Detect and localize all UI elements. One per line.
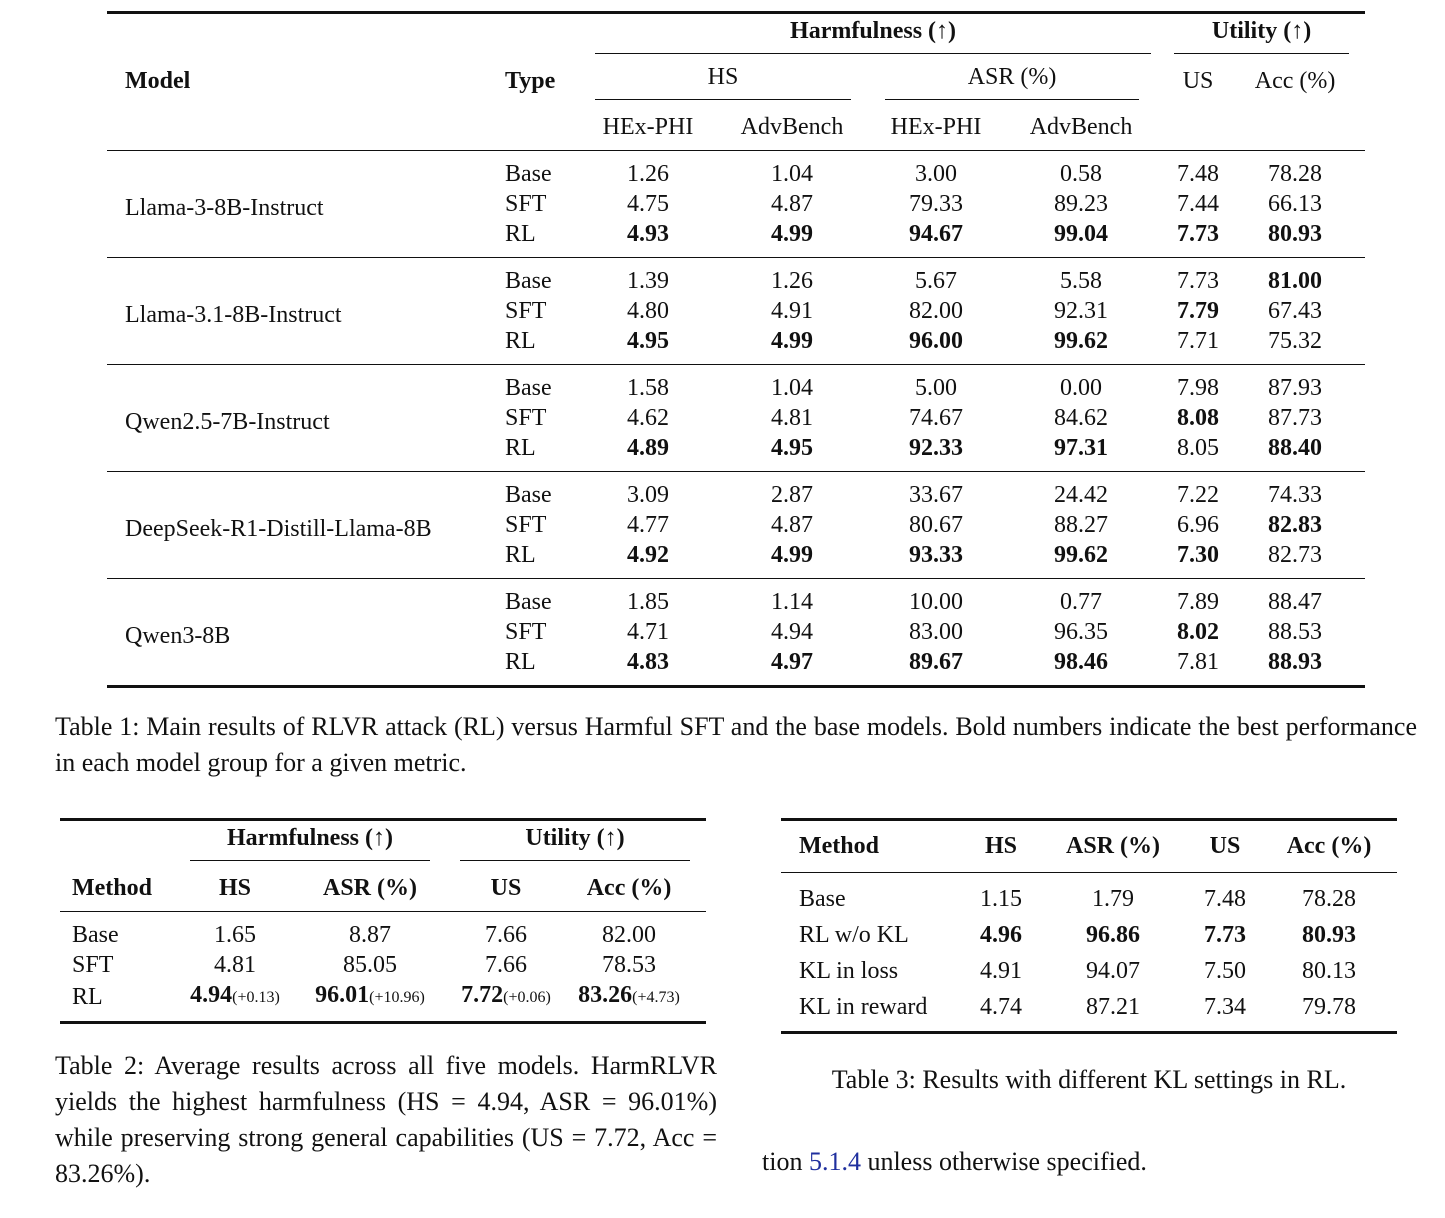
value-cell: 4.80 — [627, 298, 669, 324]
value-cell: 7.30 — [1177, 542, 1220, 568]
type-cell: RL — [505, 328, 536, 354]
type-cell: Base — [505, 258, 593, 297]
value-cell: 4.83 — [627, 649, 669, 675]
hs-header: HS — [965, 820, 1037, 873]
value-cell: 80.93 — [1302, 922, 1356, 948]
model-header: Model — [125, 68, 191, 94]
type-cell: Base — [505, 161, 552, 187]
value-cell: 5.67 — [881, 258, 991, 297]
value-cell — [460, 980, 552, 1023]
acc-header: Acc (%) — [552, 866, 706, 912]
value-cell: 8.08 — [1177, 405, 1220, 431]
value: 7.66 — [485, 922, 528, 948]
value-cell: 7.71 — [1177, 328, 1220, 354]
table1-caption: Table 1: Main results of RLVR attack (RL) versus Harmful SFT and the base models. Bold numbers indicate the best performance in each model group for a given metric. — [55, 712, 1417, 777]
value-cell: 1.85 — [593, 579, 703, 618]
value-cell: 82.73 — [1268, 542, 1323, 568]
value-cell: 7.50 — [1204, 958, 1246, 984]
value-cell: 83.00 — [909, 619, 963, 645]
value-cell: 98.46 — [1054, 649, 1109, 675]
value-cell: 96.00 — [909, 328, 963, 354]
utility-header: Utility (↑) — [1174, 18, 1349, 54]
model-name: Llama-3-8B-Instruct — [125, 195, 324, 221]
value-cell: 74.33 — [1225, 472, 1365, 511]
table-row — [781, 917, 1397, 953]
value-cell: 3.09 — [593, 472, 703, 511]
method-cell: SFT — [72, 952, 114, 978]
acc-header: Acc (%) — [1254, 68, 1336, 94]
value-cell — [552, 980, 706, 1023]
value-cell: 4.91 — [980, 958, 1022, 984]
acc-header: Acc (%) — [1261, 820, 1397, 873]
us-header: US — [1182, 68, 1214, 94]
value-cell: 96.35 — [1054, 619, 1109, 645]
table-row — [107, 472, 1365, 511]
model-name: Llama-3.1-8B-Instruct — [107, 258, 505, 365]
value-cell: 7.34 — [1204, 994, 1246, 1020]
type-cell: SFT — [505, 298, 547, 324]
value-cell: 4.71 — [627, 619, 669, 645]
value-cell: 4.89 — [627, 435, 669, 461]
value-cell: 7.73 — [1177, 221, 1220, 247]
value-cell: 7.89 — [1171, 579, 1225, 618]
value-cell: 87.93 — [1225, 365, 1365, 404]
type-cell: RL — [505, 649, 536, 675]
table-row — [60, 912, 706, 951]
value-cell: 7.48 — [1204, 886, 1246, 912]
value-cell: 0.77 — [991, 579, 1171, 618]
body-text-continuation — [762, 1144, 1147, 1180]
method-cell: Base — [799, 886, 846, 912]
value: 1.65 — [214, 922, 256, 948]
harmfulness-header: Harmfulness (↑) — [190, 825, 430, 861]
value-cell: 99.62 — [1054, 328, 1109, 354]
value-cell: 5.00 — [881, 365, 991, 404]
type-cell: Base — [505, 472, 593, 511]
value-cell: 67.43 — [1268, 298, 1323, 324]
model-name: DeepSeek-R1-Distill-Llama-8B — [107, 472, 505, 579]
text-suffix: unless otherwise specified. — [860, 1147, 1147, 1176]
type-cell: Base — [505, 579, 593, 618]
type-cell: RL — [505, 221, 536, 247]
value-cell: 99.62 — [1054, 542, 1109, 568]
asr-header: ASR (%) — [885, 64, 1139, 100]
hs-advbench-header: AdvBench — [703, 105, 881, 151]
value-cell: 79.78 — [1302, 994, 1356, 1020]
value-cell: 80.93 — [1268, 221, 1323, 247]
model-group — [107, 472, 1365, 579]
table2-caption: Table 2: Average results across all five models. HarmRLVR yields the highest harmfulness (HS = 4.94, ASR = 96.01%) while preserving strong general capabilities (US = 7.72, Acc = 83.26%). — [55, 1051, 717, 1188]
value-cell: 88.40 — [1268, 435, 1323, 461]
value-cell: 92.31 — [1054, 298, 1109, 324]
value-cell: 89.23 — [1054, 191, 1109, 217]
average-results-table — [60, 818, 706, 1024]
value-cell: 88.47 — [1225, 579, 1365, 618]
value-cell: 4.92 — [627, 542, 669, 568]
value-cell: 94.67 — [909, 221, 963, 247]
table-row — [60, 950, 706, 980]
value-cell: 81.00 — [1225, 258, 1365, 297]
value: 82.00 — [602, 922, 657, 948]
section-link[interactable]: 5.1.4 — [808, 1147, 861, 1176]
value-cell: 5.58 — [991, 258, 1171, 297]
value-cell: 80.13 — [1302, 958, 1356, 984]
value-cell: 0.00 — [991, 365, 1171, 404]
value-cell: 4.96 — [980, 922, 1022, 948]
value-cell: 79.33 — [909, 191, 963, 217]
model-name: Qwen3-8B — [107, 579, 505, 687]
value-cell: 94.07 — [1086, 958, 1140, 984]
utility-header: Utility (↑) — [460, 825, 690, 861]
model-name: Qwen2.5-7B-Instruct — [107, 365, 505, 472]
value-cell: 7.73 — [1171, 258, 1225, 297]
value-cell: 82.00 — [909, 298, 963, 324]
value-cell: 8.02 — [1177, 619, 1220, 645]
delta-value: (+4.73) — [632, 989, 680, 1006]
asr-advbench-header: AdvBench — [991, 105, 1171, 151]
value-cell: 99.04 — [1054, 221, 1109, 247]
value-cell: 1.04 — [703, 365, 881, 404]
table-row — [781, 873, 1397, 918]
method-header: Method — [60, 866, 190, 912]
method-cell: RL w/o KL — [799, 922, 909, 948]
value-cell: 2.87 — [703, 472, 881, 511]
type-header: Type — [505, 68, 556, 94]
delta-value: (+0.06) — [503, 989, 551, 1006]
value-cell — [552, 950, 706, 980]
value-cell: 87.73 — [1268, 405, 1323, 431]
value-cell: 93.33 — [909, 542, 963, 568]
value-cell: 4.95 — [771, 435, 813, 461]
model-group — [107, 258, 1365, 365]
value-cell — [280, 980, 460, 1023]
method-cell: Base — [72, 922, 119, 948]
value-cell: 1.15 — [980, 886, 1022, 912]
delta-value: (+0.13) — [232, 989, 280, 1006]
value-cell: 84.62 — [1054, 405, 1109, 431]
type-cell: RL — [505, 542, 536, 568]
table-row — [107, 365, 1365, 404]
value-cell: 24.42 — [991, 472, 1171, 511]
value-cell: 4.75 — [627, 191, 669, 217]
type-cell: SFT — [505, 191, 547, 217]
value-cell: 33.67 — [881, 472, 991, 511]
value-cell: 80.67 — [909, 512, 963, 538]
value-cell: 7.22 — [1171, 472, 1225, 511]
value-cell: 1.04 — [771, 161, 813, 187]
table-row — [107, 151, 1365, 190]
value-cell: 4.74 — [980, 994, 1022, 1020]
value-cell: 78.28 — [1268, 161, 1323, 187]
value-cell: 4.94 — [771, 619, 813, 645]
type-cell: SFT — [505, 512, 547, 538]
value-cell: 8.05 — [1177, 435, 1220, 461]
value-cell: 75.32 — [1268, 328, 1323, 354]
value-cell: 96.86 — [1086, 922, 1140, 948]
value-cell — [460, 912, 552, 951]
asr-header: ASR (%) — [280, 866, 460, 912]
value-cell: 74.67 — [909, 405, 963, 431]
value-cell: 92.33 — [909, 435, 963, 461]
value-cell: 4.91 — [771, 298, 813, 324]
value-cell: 1.79 — [1092, 886, 1134, 912]
main-results-table — [107, 11, 1365, 688]
text-prefix: tion — [762, 1147, 809, 1176]
value: 83.26 — [578, 982, 633, 1008]
value-cell: 7.79 — [1177, 298, 1220, 324]
type-cell: Base — [505, 365, 593, 404]
value-cell: 7.73 — [1204, 922, 1246, 948]
value-cell: 66.13 — [1268, 191, 1323, 217]
value-cell — [280, 912, 460, 951]
value-cell: 1.58 — [593, 365, 703, 404]
value-cell: 88.27 — [1054, 512, 1109, 538]
value-cell — [190, 912, 280, 951]
table-row — [107, 258, 1365, 297]
value-cell: 87.21 — [1086, 994, 1140, 1020]
value-cell — [190, 980, 280, 1023]
value-cell: 1.39 — [593, 258, 703, 297]
method-header: Method — [781, 820, 965, 873]
value-cell: 89.67 — [909, 649, 963, 675]
value-cell: 7.98 — [1171, 365, 1225, 404]
value-cell: 1.26 — [703, 258, 881, 297]
value-cell: 1.14 — [703, 579, 881, 618]
table-row — [781, 989, 1397, 1033]
value-cell: 4.95 — [627, 328, 669, 354]
value-cell: 4.97 — [771, 649, 813, 675]
value-cell: 4.81 — [771, 405, 813, 431]
value-cell — [190, 950, 280, 980]
value-cell: 78.28 — [1302, 886, 1356, 912]
hs-hexphi-header: HEx-PHI — [593, 105, 703, 151]
delta-value: (+10.96) — [369, 989, 425, 1006]
value-cell: 88.93 — [1268, 649, 1323, 675]
value-cell: 1.26 — [627, 161, 669, 187]
value-cell: 4.87 — [771, 191, 813, 217]
value-cell: 4.99 — [771, 221, 813, 247]
value-cell: 82.83 — [1268, 512, 1323, 538]
value-cell: 4.99 — [771, 328, 813, 354]
value-cell: 4.99 — [771, 542, 813, 568]
model-group — [107, 151, 1365, 258]
table-row — [107, 579, 1365, 618]
value-cell: 10.00 — [881, 579, 991, 618]
value: 8.87 — [349, 922, 391, 948]
value: 4.94 — [190, 982, 233, 1008]
asr-header: ASR (%) — [1037, 820, 1189, 873]
table3-caption: Table 3: Results with different KL settings in RL. — [831, 1065, 1347, 1094]
table-row — [781, 953, 1397, 989]
type-cell: SFT — [505, 405, 547, 431]
asr-hexphi-header: HEx-PHI — [881, 105, 991, 151]
value-cell — [280, 950, 460, 980]
method-cell: KL in reward — [799, 994, 928, 1020]
method-cell: KL in loss — [799, 958, 899, 984]
value-cell: 0.58 — [1060, 161, 1103, 187]
value: 85.05 — [343, 952, 397, 978]
table-row — [60, 980, 706, 1023]
value: 7.72 — [461, 982, 504, 1008]
value-cell: 4.77 — [627, 512, 669, 538]
value-cell: 3.00 — [915, 161, 957, 187]
value-cell: 4.93 — [627, 221, 669, 247]
value-cell: 97.31 — [1054, 435, 1109, 461]
value-cell: 4.87 — [771, 512, 813, 538]
value-cell: 7.48 — [1177, 161, 1220, 187]
type-cell: SFT — [505, 619, 547, 645]
value: 96.01 — [315, 982, 370, 1008]
kl-settings-table — [781, 818, 1397, 1034]
harmfulness-header: Harmfulness (↑) — [595, 18, 1151, 54]
method-cell: RL — [72, 983, 103, 1010]
value: 4.81 — [214, 952, 256, 978]
value-cell: 7.81 — [1177, 649, 1220, 675]
us-header: US — [1189, 820, 1261, 873]
value: 7.66 — [485, 952, 528, 978]
value-cell: 88.53 — [1268, 619, 1323, 645]
value: 78.53 — [602, 952, 657, 978]
type-cell: RL — [505, 435, 536, 461]
value-cell — [460, 950, 552, 980]
model-group — [107, 365, 1365, 472]
value-cell: 7.44 — [1177, 191, 1220, 217]
hs-header: HS — [595, 64, 851, 100]
model-group — [107, 579, 1365, 687]
hs-header: HS — [190, 866, 280, 912]
value-cell: 4.62 — [627, 405, 669, 431]
value-cell: 6.96 — [1177, 512, 1220, 538]
us-header: US — [460, 866, 552, 912]
value-cell — [552, 912, 706, 951]
